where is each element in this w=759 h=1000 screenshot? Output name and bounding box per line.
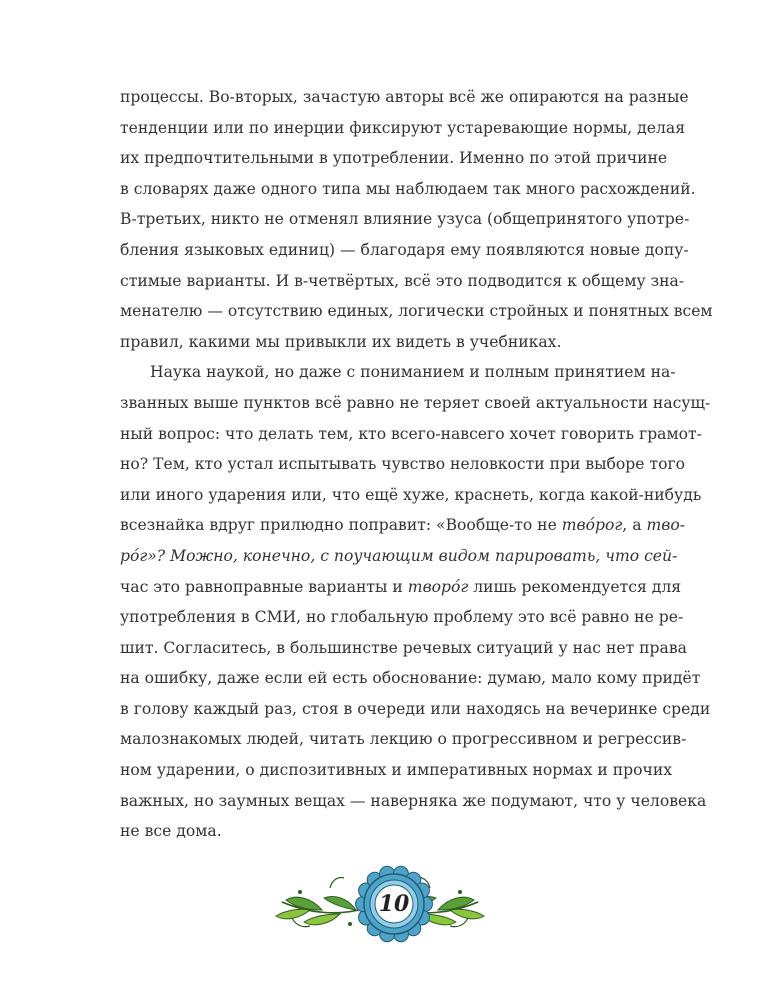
text-line: ном ударении, о диспозитивных и императивных нормах и прочих xyxy=(120,761,673,780)
text-line: Наука наукой, но даже с пониманием и полным принятием на- xyxy=(150,363,676,382)
italic-word: тво- xyxy=(646,516,685,535)
text-line: званных выше пунктов всё равно не теряет своей актуальности насущ- xyxy=(120,393,711,412)
text-line: В-третьих, никто не отменял влияние узуса (общепринятого употре- xyxy=(120,210,690,229)
text-line: ный вопрос: что делать тем, кто всего-навсего хочет говорить грамот- xyxy=(120,424,702,443)
text-line: процессы. Во-вторых, зачастую авторы всё же опираются на разные xyxy=(120,88,689,106)
text-line: употребления в СМИ, но глобальную проблему это всё равно не ре- xyxy=(120,608,684,627)
text-line: шит. Согласитесь, в большинстве речевых ситуаций у нас нет права xyxy=(120,638,687,657)
text-line: тенденции или по инерции фиксируют устаревающие нормы, делая xyxy=(120,118,686,137)
text-line: в голову каждый раз, стоя в очереди или находясь на вечеринке среди xyxy=(120,699,711,718)
text-line: малознакомых людей, читать лекцию о прогрессивном и регрессив- xyxy=(120,730,687,749)
text-line: но? Тем, кто устал испытывать чувство неловкости при выборе того xyxy=(120,455,686,474)
text-line: менателю — отсутствию единых, логически стройных и понятных всем xyxy=(120,302,713,321)
text-segment: час это равноправные варианты и xyxy=(120,577,408,596)
text-segment: лишь рекомендуется для xyxy=(468,577,682,596)
text-line: бления языковых единиц) — благодаря ему появляются новые допу- xyxy=(120,240,689,259)
text-segment: всезнайка вдруг прилюдно поправит: «Вообще-то не xyxy=(120,516,562,535)
text-line: их предпочтительными в употреблении. Именно по этой причине xyxy=(120,149,668,168)
italic-word: творо́г xyxy=(407,577,469,596)
page-number: 10 xyxy=(378,891,410,917)
text-segment: , а xyxy=(622,516,647,535)
italic-word: тво́рог xyxy=(561,516,623,535)
text-line: на ошибку, даже если ей есть обоснование: думаю, мало кому придёт xyxy=(120,669,701,688)
text-line: в словарях даже одного типа мы наблюдаем так много расхождений. xyxy=(120,179,696,198)
text-line: или иного ударения или, что ещё хуже, краснеть, когда какой-нибудь xyxy=(120,485,702,504)
text-line: важных, но заумных вещах — наверняка же подумают, что у человека xyxy=(120,791,707,810)
text-line: стимые варианты. И в-четвёртых, всё это подводится к общему зна- xyxy=(120,271,685,290)
paragraph-1 xyxy=(120,82,713,357)
text-line-mixed xyxy=(120,510,685,541)
text-line-mixed xyxy=(120,572,682,603)
text-line: не все дома. xyxy=(120,822,222,841)
text-line-mixed xyxy=(120,541,678,572)
left-vine-icon xyxy=(276,877,366,926)
text-line: правил, какими мы привыкли их видеть в учебниках. xyxy=(120,332,562,351)
italic-word: ро́г»? Можно, конечно, с поучающим видом парировать, что сей- xyxy=(120,546,678,565)
body-text xyxy=(120,82,713,847)
paragraph-2 xyxy=(120,357,711,847)
